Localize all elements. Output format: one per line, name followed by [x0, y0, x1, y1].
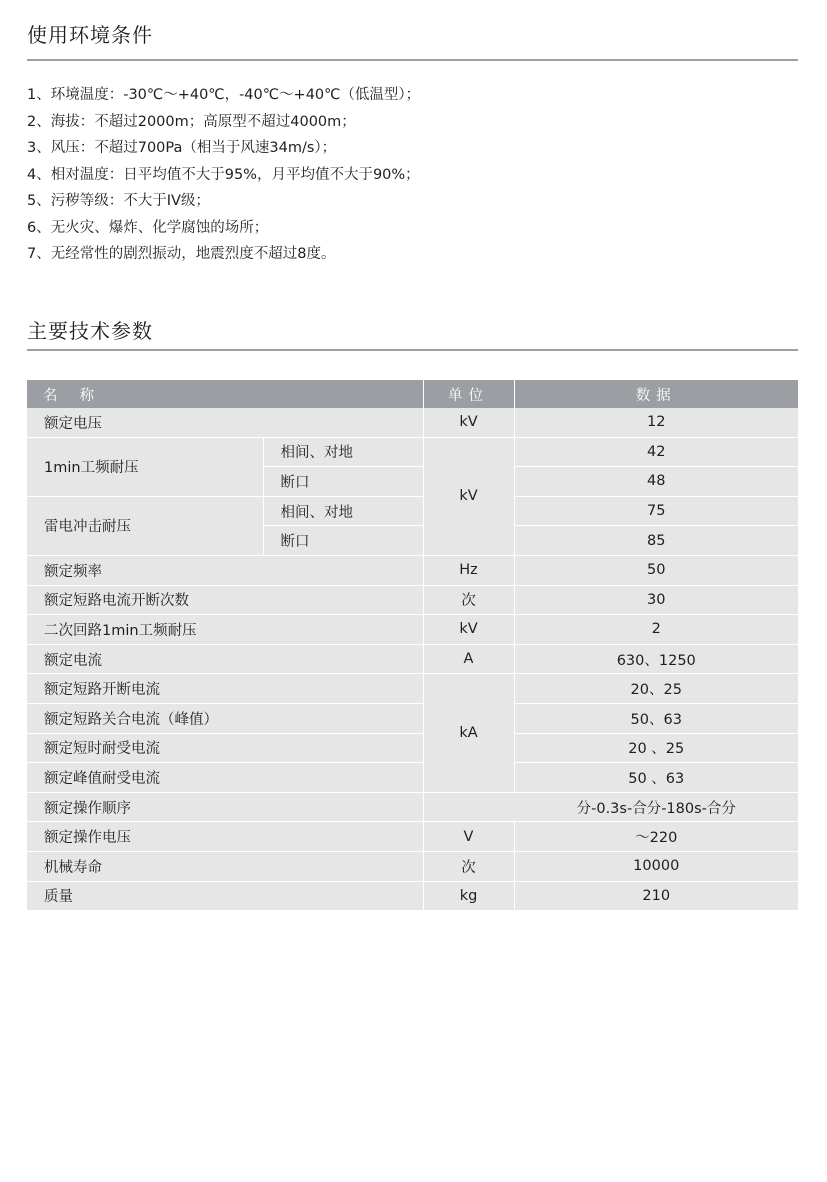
- table-row: [27, 763, 798, 793]
- param-unit: Hz: [423, 555, 514, 585]
- param-name: 额定电压: [27, 408, 423, 437]
- param-name: 1min工频耐压: [27, 437, 263, 496]
- param-unit: kV: [423, 408, 514, 437]
- table-row: [27, 585, 798, 615]
- section-divider: [27, 349, 798, 351]
- condition-item: 2、海拔：不超过2000m；高原型不超过4000m；: [27, 113, 356, 130]
- technical-parameters-table: [27, 380, 798, 911]
- param-value: 30: [514, 585, 798, 615]
- table-row: [27, 851, 798, 881]
- param-value: 85: [514, 526, 798, 556]
- param-name: 额定短时耐受电流: [27, 733, 423, 763]
- table-row: [27, 555, 798, 585]
- param-unit: 次: [423, 585, 514, 615]
- param-name: 额定操作顺序: [27, 792, 423, 822]
- param-subname: 相间、对地: [263, 437, 423, 467]
- param-value: 20 、25: [514, 733, 798, 763]
- table-row: [27, 674, 798, 704]
- param-unit: V: [423, 822, 514, 852]
- condition-item: 4、相对温度：日平均值不大于95%，月平均值不大于90%；: [27, 166, 420, 183]
- param-value: 42: [514, 437, 798, 467]
- param-name: 机械寿命: [27, 851, 423, 881]
- param-name: 额定电流: [27, 644, 423, 674]
- param-value: 50 、63: [514, 763, 798, 793]
- param-subname: 断口: [263, 526, 423, 556]
- condition-item: 7、无经常性的剧烈振动，地震烈度不超过8度。: [27, 246, 336, 262]
- table-row: [27, 703, 798, 733]
- param-name: 额定频率: [27, 555, 423, 585]
- param-value: 48: [514, 467, 798, 497]
- param-name: 额定峰值耐受电流: [27, 763, 423, 793]
- environment-conditions-list: [27, 82, 420, 268]
- param-value: 210: [514, 881, 798, 911]
- param-unit: kV: [423, 437, 514, 555]
- table-row: [27, 496, 798, 526]
- header-unit: 单位: [423, 380, 514, 408]
- param-subname: 相间、对地: [263, 496, 423, 526]
- param-name: 质量: [27, 881, 423, 911]
- param-name: 二次回路1min工频耐压: [27, 615, 423, 645]
- table-row: [27, 822, 798, 852]
- param-name: 雷电冲击耐压: [27, 496, 263, 555]
- param-unit: kA: [423, 674, 514, 792]
- table-row: [27, 615, 798, 645]
- table-header-row: [27, 380, 798, 408]
- param-value: 50、63: [514, 703, 798, 733]
- param-unit: kg: [423, 881, 514, 911]
- table-row: [27, 881, 798, 911]
- param-value: 20、25: [514, 674, 798, 704]
- param-value: ～220: [514, 822, 798, 852]
- table-row: [27, 408, 798, 437]
- section-title-parameters: 主要技术参数: [27, 319, 153, 343]
- param-value: 75: [514, 496, 798, 526]
- table-row: [27, 792, 798, 822]
- header-value: 数据: [514, 380, 798, 408]
- table-row: [27, 733, 798, 763]
- param-value: 50: [514, 555, 798, 585]
- param-name: 额定短路关合电流（峰值）: [27, 703, 423, 733]
- condition-item: 1、环境温度：-30℃～+40℃，-40℃～+40℃（低温型）；: [27, 87, 421, 103]
- param-name: 额定操作电压: [27, 822, 423, 852]
- param-unit: 次: [423, 851, 514, 881]
- param-unit: kV: [423, 615, 514, 645]
- condition-item: 5、污秽等级：不大于IV级；: [27, 193, 210, 209]
- condition-item: 3、风压：不超过700Pa（相当于风速34m/s）；: [27, 140, 337, 156]
- param-value: 分-0.3s-合分-180s-合分: [423, 792, 798, 822]
- param-value: 12: [514, 408, 798, 437]
- header-name: 名称: [27, 380, 423, 408]
- param-value: 2: [514, 615, 798, 645]
- section-title-environment: 使用环境条件: [27, 23, 153, 47]
- section-divider: [27, 59, 798, 61]
- param-unit: A: [423, 644, 514, 674]
- param-name: 额定短路开断电流: [27, 674, 423, 704]
- param-value: 10000: [514, 851, 798, 881]
- table-row: [27, 437, 798, 467]
- condition-item: 6、无火灾、爆炸、化学腐蚀的场所；: [27, 219, 269, 236]
- param-name: 额定短路电流开断次数: [27, 585, 423, 615]
- table-row: [27, 644, 798, 674]
- param-value: 630、1250: [514, 644, 798, 674]
- param-subname: 断口: [263, 467, 423, 497]
